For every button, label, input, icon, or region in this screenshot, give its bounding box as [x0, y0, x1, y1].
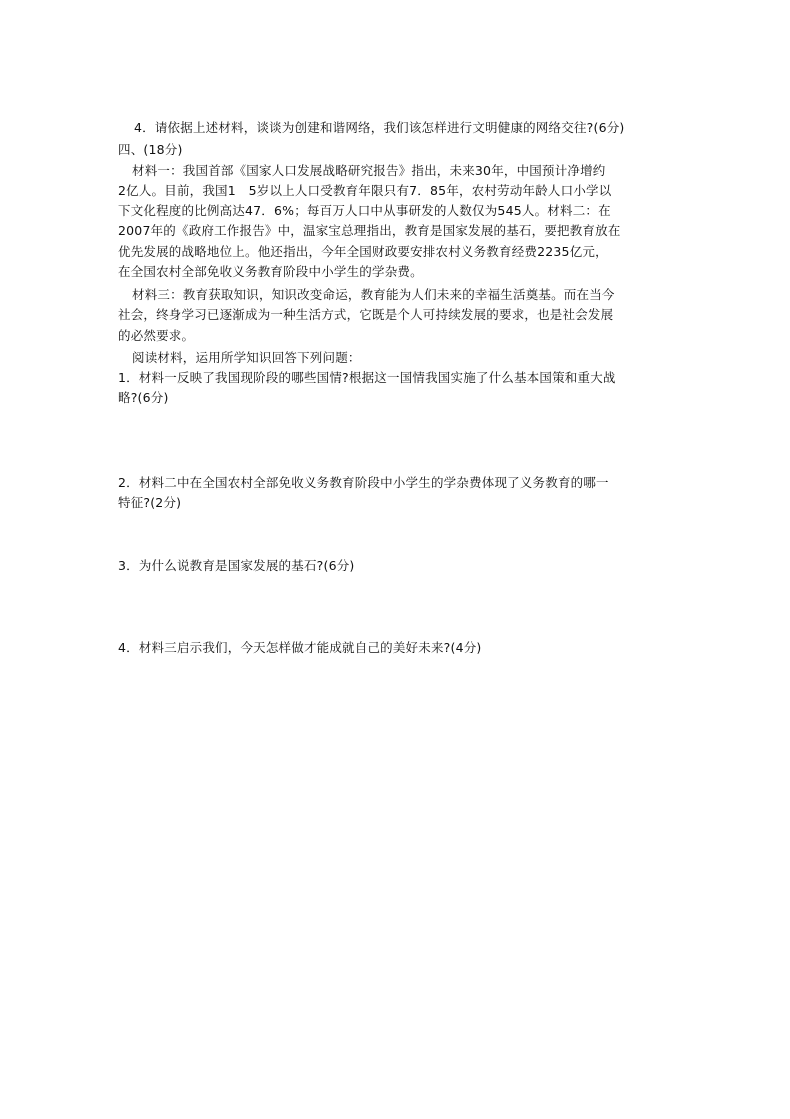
- material-1-line-1: 材料一：我国首部《国家人口发展战略研究报告》指出，未来30年，中国预计净增约: [132, 163, 606, 178]
- material-1-line-2: 2亿人。目前，我国1 5岁以上人口受教育年限只有7．85年，农村劳动年龄人口小学以: [118, 183, 612, 198]
- material-3-line-3: 的必然要求。: [118, 328, 195, 343]
- question-1-line-2: 略?(6分): [118, 390, 169, 405]
- question-1-line-1: 1．材料一反映了我国现阶段的哪些国情?根据这一国情我国实施了什么基本国策和重大战: [118, 370, 616, 385]
- material-1-line-3: 下文化程度的比例高达47．6%；每百万人口中从事研发的人数仅为545人。材料二：在: [118, 203, 611, 218]
- material-1-line-5: 优先发展的战略地位上。他还指出，今年全国财政要安排农村义务教育经费2235亿元，: [118, 244, 608, 259]
- question-2-line-1: 2．材料二中在全国农村全部免收义务教育阶段中小学生的学杂费体现了义务教育的哪一: [118, 475, 609, 490]
- material-3-line-2: 社会，终身学习已逐渐成为一种生活方式，它既是个人可持续发展的要求，也是社会发展: [118, 307, 614, 322]
- material-1-line-4: 2007年的《政府工作报告》中，温家宝总理指出，教育是国家发展的基石，要把教育放在: [118, 223, 621, 238]
- question-4: 4．材料三启示我们，今天怎样做才能成就自己的美好未来?(4分): [118, 640, 482, 655]
- question-3: 3．为什么说教育是国家发展的基石?(6分): [118, 558, 355, 573]
- question-4-intro: 4．请依据上述材料，谈谈为创建和谐网络，我们该怎样进行文明健康的网络交往?(6分): [134, 120, 625, 135]
- question-2-line-2: 特征?(2分): [118, 495, 182, 510]
- instruction: 阅读材料，运用所学知识回答下列问题：: [132, 350, 361, 365]
- material-1-line-6: 在全国农村全部免收义务教育阶段中小学生的学杂费。: [118, 264, 423, 279]
- section-heading: 四、(18分): [118, 142, 183, 157]
- material-3-line-1: 材料三：教育获取知识，知识改变命运，教育能为人们未来的幸福生活奠基。而在当今: [132, 287, 615, 302]
